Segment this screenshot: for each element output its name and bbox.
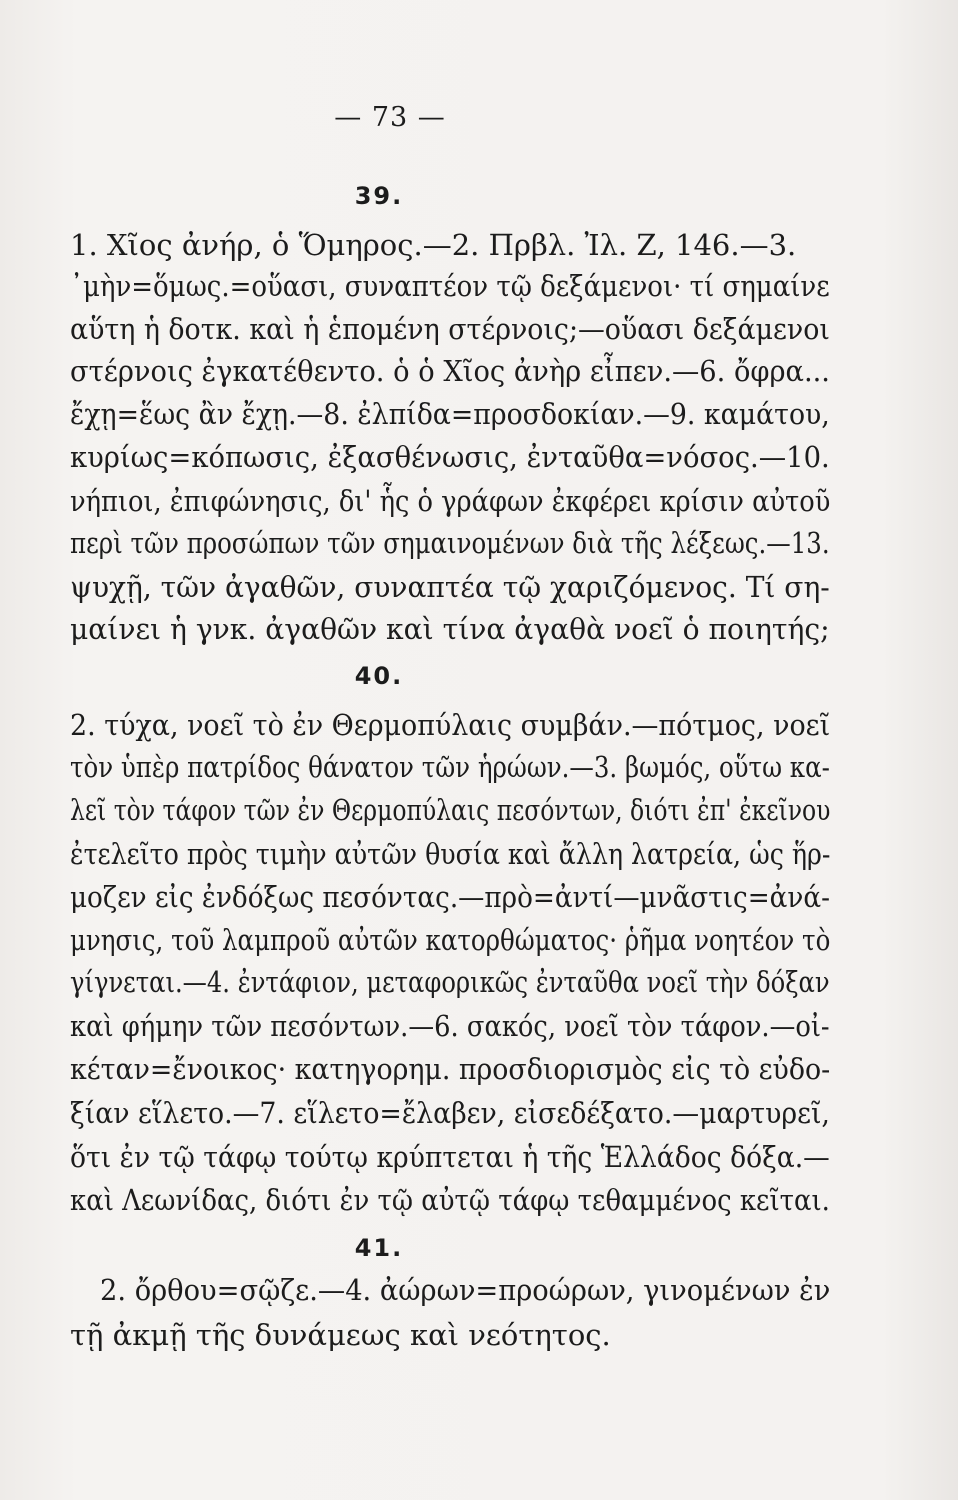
text-line: κέταν=ἔνοικος· κατηγορημ. προσδιορισμὸς εἰς τὸ εὐδο- <box>70 1052 831 1086</box>
text-line: λεῖ τὸν τάφον τῶν ἐν Θερμοπύλαις πεσόντων, διότι ἐπ' ἐκεῖνου <box>70 793 831 827</box>
text-line: μοζεν εἰς ἐνδόξως πεσόντας.—πρὸ=ἀντί—μνᾶστις=ἀνά- <box>70 880 830 914</box>
text-line: ἐτελεῖτο πρὸς τιμὴν αὐτῶν θυσία καὶ ἄλλη λατρεία, ὡς ἥρ- <box>70 837 831 871</box>
text-line: καὶ Λεωνίδας, διότι ἐν τῷ αὐτῷ τάφῳ τεθαμμένος κεῖται. <box>70 1183 830 1217</box>
text-line: ἔχῃ=ἕως ἂν ἔχῃ.—8. ἐλπίδα=προσδοκίαν.—9. καμάτου, <box>70 397 830 431</box>
text-line: 2. τύχα, νοεῖ τὸ ἐν Θερμοπύλαις συμβάν.—πότμος, νοεῖ <box>70 708 831 742</box>
text-line: τῇ ἀκμῇ τῆς δυνάμεως καὶ νεότητος. <box>70 1318 611 1352</box>
page-number: — 73 — <box>334 102 446 133</box>
text-line: στέρνοις ἐγκατέθεντο. ὁ ὁ Χῖος ἀνὴρ εἶπεν.—6. ὄφρα... <box>70 354 830 388</box>
text-line: ᾿μὴν=ὅμως.=οὕασι, συναπτέον τῷ δεξάμενοι· τί σημαίνε <box>70 269 830 303</box>
text-line: 1. Χῖος ἀνήρ, ὁ Ὅμηρος.—2. Πρβλ. Ἰλ. Ζ, 146.—3. <box>70 228 797 262</box>
section-heading-41: 41. <box>354 1234 404 1262</box>
text-line: ὅτι ἐν τῷ τάφῳ τούτῳ κρύπτεται ἡ τῆς Ἑλλάδος δόξα.— <box>70 1140 830 1174</box>
text-line: περὶ τῶν προσώπων τῶν σημαινομένων διὰ τῆς λέξεως.—13. <box>70 526 830 560</box>
text-line: αὕτη ἡ δοτκ. καὶ ἡ ἑπομένη στέρνοις;—οὕασι δεξάμενοι <box>70 312 830 346</box>
section-heading-40: 40. <box>354 662 404 690</box>
text-line: 2. ὄρθου=σῷζε.—4. ἀώρων=προώρων, γινομένων ἐν <box>100 1273 831 1307</box>
text-line: ψυχῇ, τῶν ἀγαθῶν, συναπτέα τῷ χαριζόμενος. Τί ση- <box>70 570 830 604</box>
section-heading-39: 39. <box>354 182 404 210</box>
text-line: γίγνεται.—4. ἐντάφιον, μεταφορικῶς ἐνταῦθα νοεῖ τὴν δόξαν <box>70 965 830 999</box>
text-line: μνησις, τοῦ λαμπροῦ αὐτῶν κατορθώματος· ῥῆμα νοητέον τὸ <box>70 923 831 957</box>
text-line: ξίαν εἵλετο.—7. εἵλετο=ἔλαβεν, εἰσεδέξατο.—μαρτυρεῖ, <box>70 1096 830 1130</box>
text-line: καὶ φήμην τῶν πεσόντων.—6. σακός, νοεῖ τὸν τάφον.—οἰ- <box>70 1009 830 1043</box>
text-line: νήπιοι, ἐπιφώνησις, δι' ἧς ὁ γράφων ἐκφέρει κρίσιν αὐτοῦ <box>70 484 831 518</box>
text-line: τὸν ὑπὲρ πατρίδος θάνατον τῶν ἡρώων.—3. βωμός, οὕτω κα- <box>70 750 830 784</box>
text-line: μαίνει ἡ γνκ. ἀγαθῶν καὶ τίνα ἀγαθὰ νοεῖ ὁ ποιητής; <box>70 612 830 646</box>
text-line: κυρίως=κόπωσις, ἐξασθένωσις, ἐνταῦθα=νόσος.—10. <box>70 440 830 474</box>
